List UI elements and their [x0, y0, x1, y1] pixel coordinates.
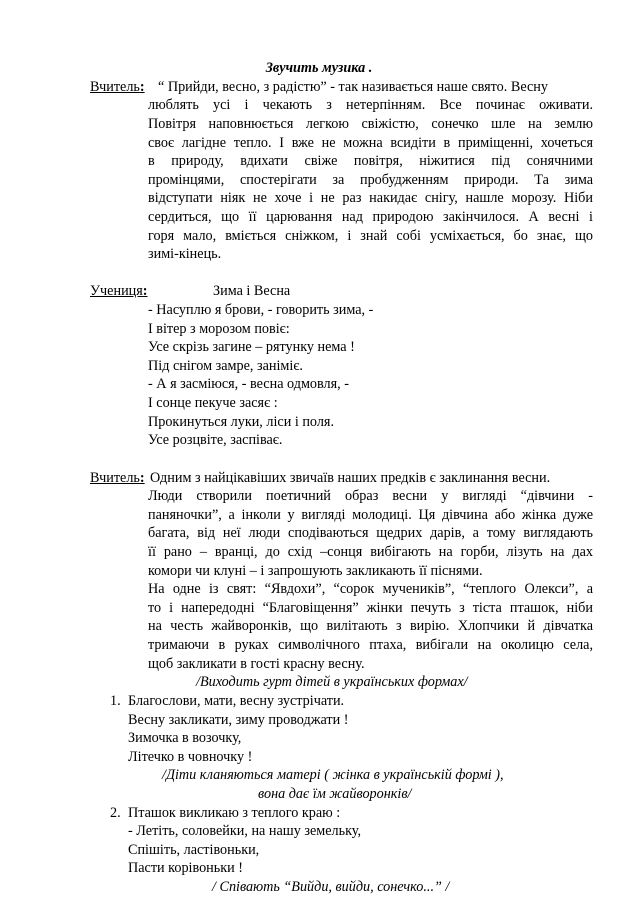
paragraph-line: комори чи клуні – і запрошують закликають її піснями.: [148, 562, 483, 579]
list-number: 1.: [110, 692, 121, 709]
stage-direction: вона дає їм жайворонків/: [258, 785, 412, 802]
paragraph-line: промінцями, спостерігати за пробудженням природи. Та зима: [148, 171, 593, 188]
paragraph-line: сердиться, що її царювання над природою закінчилося. А весні і: [148, 208, 593, 225]
poem-line: - Насуплю я брови, - говорить зима, -: [148, 302, 374, 318]
paragraph-line: зимі-кінець.: [148, 246, 222, 263]
speaker-label-teacher: [90, 77, 145, 97]
paragraph-line: люблять усі і чекають з нетерпінням. Все починає оживати.: [148, 97, 593, 114]
poem-line: І сонце пекуче засяє :: [148, 395, 278, 411]
song-line: Спішіть, ластівоньки,: [128, 841, 260, 858]
paragraph-line: на честь жайворонків, що вилітають з вирію. Хлопчики й дівчатка: [148, 618, 593, 635]
paragraph-line: тримаючи в руках символічного птаха, вибігали на околицю села,: [148, 637, 593, 653]
paragraph-line: паняночки”, а інколи у вигляді молодиці. Ця дівчина або жінка дуже: [148, 506, 593, 523]
poem-line: Прокинуться луки, ліси і поля.: [148, 413, 334, 430]
stage-direction: /Діти кланяються матері ( жінка в українській формі ),: [162, 767, 504, 784]
stage-direction: /Виходить гурт дітей в українських формах/: [196, 674, 468, 691]
list-number: 2.: [110, 804, 121, 821]
song-line: - Летіть, соловейки, на нашу земельку,: [128, 823, 361, 840]
paragraph-line: щоб закликати в гості красну весну.: [148, 655, 365, 672]
paragraph-line: Люди створили поетичний образ весни у вигляді “дівчини -: [148, 488, 593, 505]
paragraph-line: її рано – вранці, до схід –сонця вибігають на горби, лізуть на дах: [148, 544, 593, 560]
speaker-name: Учениця: [90, 283, 143, 300]
song-line: Весну закликати, зиму проводжати !: [128, 711, 349, 728]
speaker-name: Вчитель: [90, 469, 140, 486]
speaker-label-student: [90, 281, 148, 301]
paragraph-line: багата, від неї люди сподіваються щедрих дарів, а тому виглядають: [148, 525, 593, 542]
speaker-colon: :: [139, 469, 145, 486]
song-line: Літечко в човночку !: [128, 748, 253, 765]
song-line: Пасти корівоньки !: [128, 860, 243, 877]
speaker-colon: :: [142, 283, 148, 300]
speaker-name: Вчитель: [90, 78, 140, 95]
paragraph-line: На одне із свят: “Явдохи”, “сорок мучеників”, “теплого Олекси”, а: [148, 581, 593, 598]
poem-title: Зима і Весна: [213, 283, 291, 300]
stage-direction: / Співають “Вийди, вийди, сонечко...” /: [212, 879, 450, 895]
paragraph-line: в природу, вдихати свіже повітря, ніжитися під сонячними: [148, 153, 593, 170]
speaker-colon: :: [139, 78, 145, 95]
poem-line: І вітер з морозом повіє:: [148, 320, 290, 337]
poem-line: Під снігом замре, заніміє.: [148, 357, 303, 374]
paragraph-line: Повітря наповнюється легкою свіжістю, сонечко шле на землю: [148, 115, 593, 132]
song-line: Благослови, мати, весну зустрічати.: [128, 692, 345, 709]
speaker-label-teacher: [90, 468, 145, 488]
paragraph-first-line: Одним з найцікавіших звичаїв наших предків є заклинання весни.: [150, 469, 551, 486]
paragraph-line: відступати ніяк не хоче і не раз накидає снігу, нашле морозу. Ніби: [148, 190, 593, 207]
song-line: Зимочка в возочку,: [128, 730, 242, 747]
paragraph-first-line: “ Прийди, весно, з радістю” - так називається наше свято. Весну: [158, 78, 548, 95]
poem-line: Усе розцвіте, заспіває.: [148, 432, 283, 449]
poem-line: Усе скрізь загине – рятунку нема !: [148, 339, 355, 356]
song-line: Пташок викликаю з теплого краю :: [128, 804, 341, 821]
poem-line: - А я засміюся, - весна одмовля, -: [148, 376, 349, 393]
paragraph-line: своє лагідне тепло. І вже не можна всидіти в приміщенні, хочеться: [148, 134, 593, 151]
paragraph-line: горя мало, вміється сніжком, і знай собі усміхається, бо знає, що: [148, 227, 593, 244]
paragraph-line: то і напередодні “Благовіщення” жінки печуть з тіста пташок, ніби: [148, 599, 593, 616]
page-title: Звучить музика .: [265, 60, 373, 76]
